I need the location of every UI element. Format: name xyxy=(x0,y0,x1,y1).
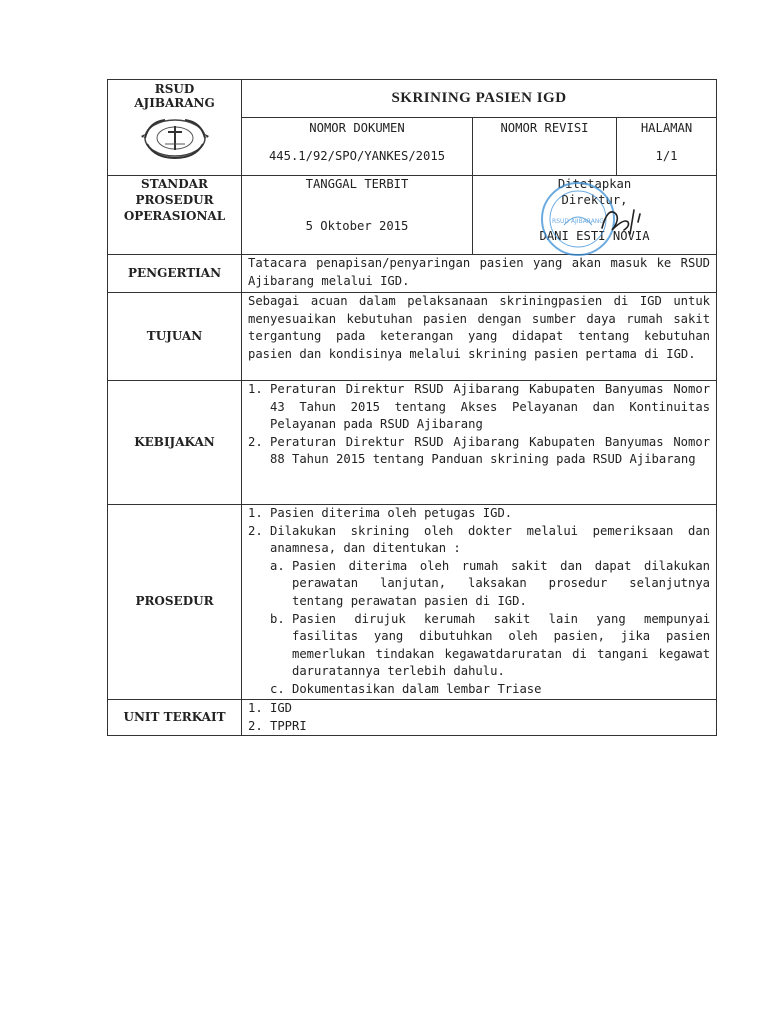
direktur-text: Direktur, xyxy=(561,193,628,207)
list-number: 2. xyxy=(248,718,263,733)
list-item xyxy=(248,381,710,434)
list-text: Dilakukan skrining oleh dokter melalui pemeriksaan dan anamnesa, dan ditentukan : xyxy=(270,523,711,556)
unit-terkait-label: UNIT TERKAIT xyxy=(108,700,242,736)
halaman-cell xyxy=(617,118,717,176)
kebijakan-list xyxy=(242,381,717,505)
halaman-value: 1/1 xyxy=(655,148,678,163)
sub-list-item xyxy=(248,611,710,681)
sub-list-letter: c. xyxy=(270,681,285,696)
list-number: 1. xyxy=(248,382,263,396)
sop-label: STANDAR PROSEDUR OPERASIONAL xyxy=(108,176,242,255)
pengertian-label: PENGERTIAN xyxy=(108,255,242,293)
sub-list-text: Pasien dirujuk kerumah sakit lain yang mempunyai fasilitas yang dibutuhkan oleh pasien, jika pasien memerlukan tindakan kegawatdaruratan di tangani kegawat daruratannya terlebih dahulu. xyxy=(292,611,711,679)
list-text: Peraturan Direktur RSUD Ajibarang Kabupaten Banyumas Nomor 88 Tahun 2015 tentang Panduan skrining pada RSUD Ajibarang xyxy=(270,434,711,467)
kebijakan-label: KEBIJAKAN xyxy=(108,381,242,505)
sub-list-letter: a. xyxy=(270,558,285,573)
prosedur-list xyxy=(242,505,717,700)
sub-list-text: Pasien diterima oleh rumah sakit dan dapat dilakukan perawatan lanjutan, laksakan prosedur selanjutnya tentang perawatan pasien di IGD. xyxy=(292,558,711,608)
nomor-dokumen-value: 445.1/92/SPO/YANKES/2015 xyxy=(268,148,446,163)
list-item xyxy=(248,523,710,558)
list-text: IGD xyxy=(270,701,293,715)
list-item xyxy=(248,718,710,736)
nomor-revisi-cell xyxy=(473,118,617,176)
stamp-text: RSUD AJIBARANG xyxy=(552,218,604,225)
list-item xyxy=(248,700,710,718)
nomor-dokumen-label: NOMOR DOKUMEN xyxy=(309,121,405,135)
list-number: 2. xyxy=(248,434,263,449)
prosedur-label: PROSEDUR xyxy=(108,505,242,700)
tanggal-terbit-value: 5 Oktober 2015 xyxy=(305,218,409,233)
ditetapkan-text: Ditetapkan xyxy=(557,177,632,191)
document-title: SKRINING PASIEN IGD xyxy=(242,80,717,118)
pengertian-text: Tatacara penapisan/penyaringan pasien yang akan masuk ke RSUD Ajibarang melalui IGD. xyxy=(242,255,717,293)
list-text: TPPRI xyxy=(270,718,307,733)
sub-list-item xyxy=(248,558,710,611)
sop-document-table xyxy=(107,79,717,736)
tujuan-label: TUJUAN xyxy=(108,293,242,381)
list-number: 2. xyxy=(248,523,263,538)
tanggal-terbit-label: TANGGAL TERBIT xyxy=(305,177,409,191)
list-item xyxy=(248,505,710,523)
list-number: 1. xyxy=(248,701,263,715)
tanggal-terbit-cell xyxy=(242,176,473,255)
nomor-revisi-label: NOMOR REVISI xyxy=(500,121,589,135)
tujuan-text: Sebagai acuan dalam pelaksanaan skriningpasien di IGD untuk menyesuaikan kebutuhan pasien dengan sumber daya rumah sakit tergantung pada keterangan yang didapat tentang kebutuhan pasien dan kondisinya melalui skrining pasien pertama di IGD. xyxy=(242,293,717,381)
signature-icon xyxy=(594,200,654,240)
hospital-logo-icon xyxy=(135,114,215,162)
list-item xyxy=(248,434,710,469)
hospital-name: RSUD AJIBARANG xyxy=(134,82,215,110)
list-text: Pasien diterima oleh petugas IGD. xyxy=(270,506,513,520)
list-number: 1. xyxy=(248,506,263,520)
sub-list-item xyxy=(248,681,710,699)
nomor-dokumen-cell xyxy=(242,118,473,176)
unit-terkait-list xyxy=(242,700,717,736)
hospital-cell xyxy=(108,80,242,176)
list-text: Peraturan Direktur RSUD Ajibarang Kabupaten Banyumas Nomor 43 Tahun 2015 tentang Akses Pelayanan dan Kontinuitas Pelayanan pada RSUD Ajibarang xyxy=(270,382,711,432)
sub-list-letter: b. xyxy=(270,611,285,626)
director-name: DANI ESTI NOVIA xyxy=(539,229,650,243)
halaman-label: HALAMAN xyxy=(640,121,693,135)
sub-list-text: Dokumentasikan dalam lembar Triase xyxy=(292,681,542,696)
